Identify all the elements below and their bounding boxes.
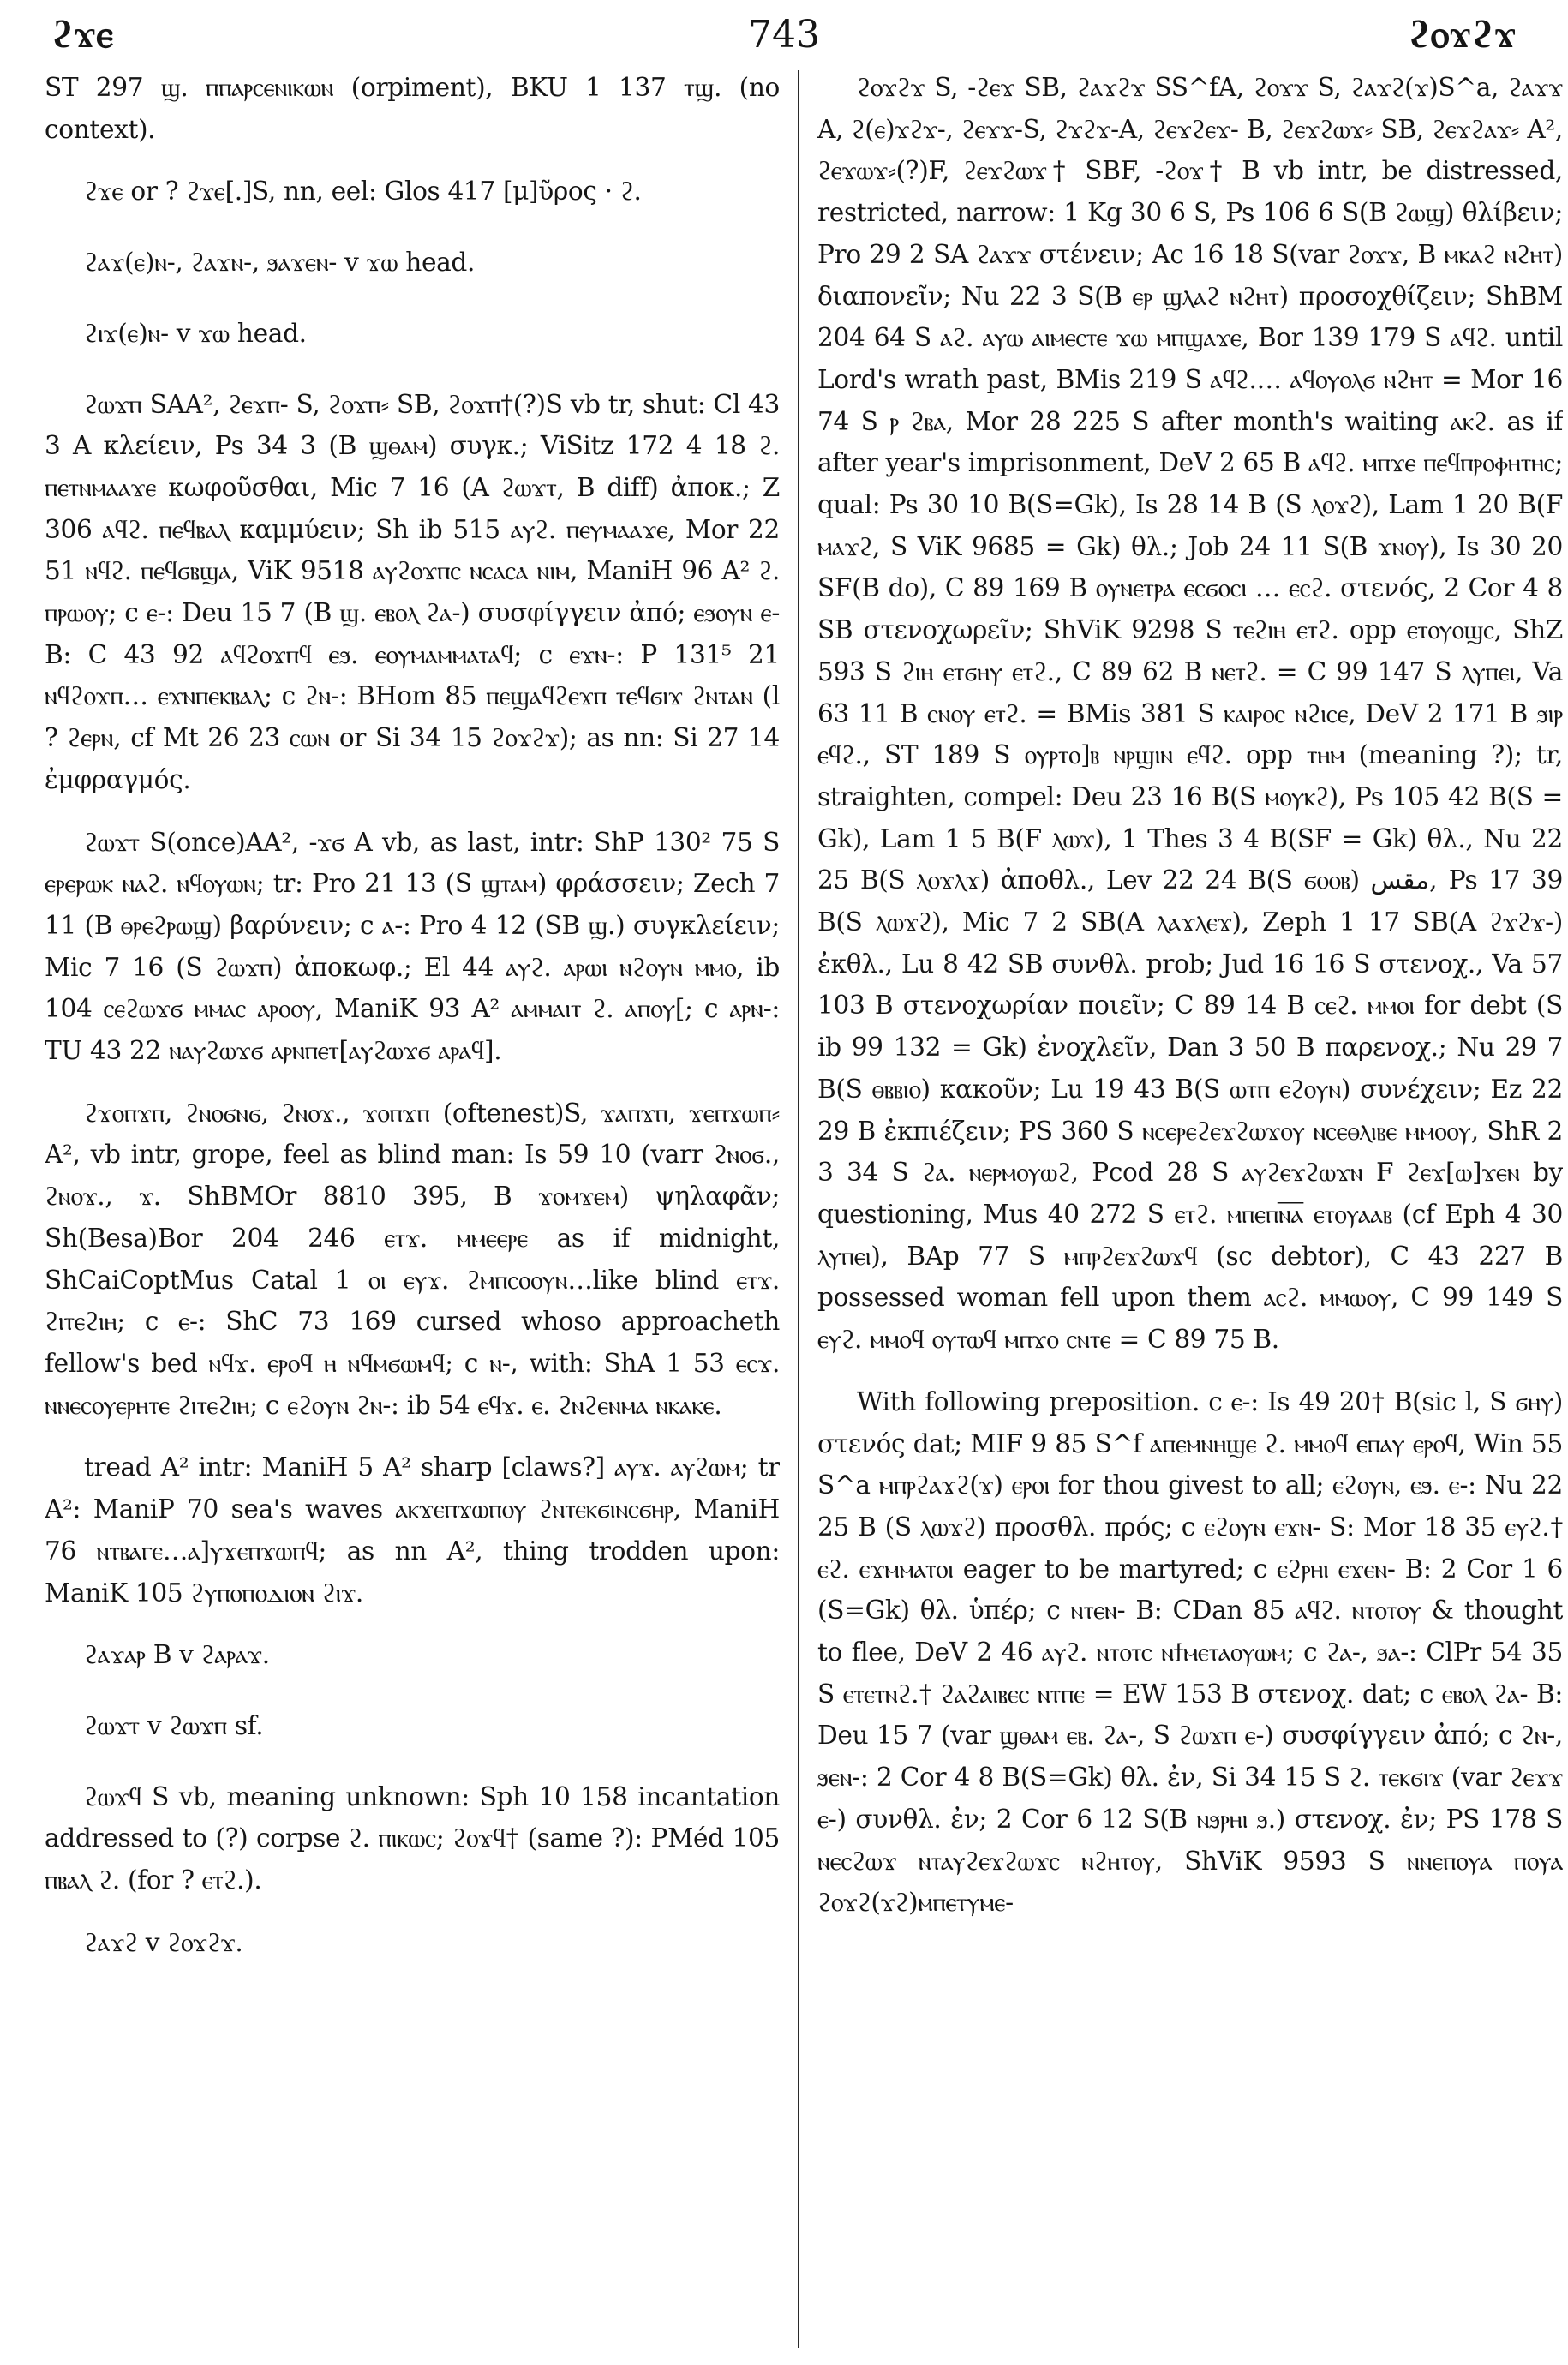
header-left-guide-word: ϩϫⲉ	[51, 13, 113, 57]
entry-with-preposition: With following preposition. c ⲉ-: Is 49 20† B(sic l, S ϭⲏⲩ) στενός dat; MIF 9 85 S^f ⲁⲡⲉⲙⲛⲏϣⲉ ϩ. ⲙⲙⲟϥ ⲉⲡⲁⲩ ⲉⲣⲟϥ, Win 55 S^a ⲙⲡⲣϩⲁϫϩ(ϫ) ⲉⲣⲟⲓ for thou givest to all; ⲉϩⲟⲩⲛ, ⲉϧ. ⲉ-: Nu 22 25 B (S ⲗⲱϫϩ) προσθλ. πρός; c ⲉϩⲟⲩⲛ ⲉϫⲛ- S: Mor 18 35 ⲉⲩϩ.† ⲉϩ. ⲉϫⲙⲙⲁⲧⲟⲓ eager to be martyred; c ⲉϩⲣⲏⲓ ⲉϫⲉⲛ- B: 2 Cor 1 6 (S=Gk) θλ. ὑπέρ; c ⲛⲧⲉⲛ- B: CDan 85 ⲁϥϩ. ⲛⲧⲟⲧⲟⲩ & thought to flee, DeV 2 46 ⲁⲩϩ. ⲛⲧⲟⲧⲥ ⲛϯⲙⲉⲧⲁⲟⲩⲱⲙ; c ϩⲁ-, ϧⲁ-: ClPr 54 35 S ⲉⲧⲉⲧⲛϩ.† ϩⲁϩⲁⲓⲃⲉⲥ ⲛⲧⲡⲉ = EW 153 B στενοχ. dat; c ⲉⲃⲟⲗ ϩⲁ- B: Deu 15 7 (var ϣⲑⲁⲙ ⲉⲃ. ϩⲁ-, S ϩⲱϫⲡ ⲉ-) συσφίγγειν ἀπό; c ϩⲛ-, ϧⲉⲛ-: 2 Cor 4 8 B(S=Gk) θλ. ἐν, Si 34 15 S ϩ. ⲧⲉⲕϭⲓϫ (var ϩⲉϫϫ ⲉ-) συνθλ. ἐν; 2 Cor 6 12 S(B ⲛϧⲣⲏⲓ ϧ.) στενοχ. ἐν; PS 178 S ⲛⲉⲥϩⲱϫ ⲛⲧⲁⲩϩⲉϫϩⲱϫⲥ ⲛϩⲏⲧⲟⲩ, ShViK 9593 S ⲛⲛⲉⲡⲟⲩⲁ ⲡⲟⲩⲁ ϩⲟϫϩ(ϫϩ)ⲙⲡⲉⲧⲩⲙⲉ-	[817, 1386, 1563, 1918]
right-column	[817, 67, 1563, 2348]
entry-hopjp: ϩϫⲟⲡϫⲡ, ϩⲛⲟϭⲛϭ, ϩⲛⲟϫ., ϫⲟⲡϫⲡ (oftenest)S, ϫⲁⲡϫⲡ, ϫⲉⲡϫⲱⲡ⸗ A², vb intr, grope, feel as blind man: Is 59 10 (varr ϩⲛⲟϭ., ϩⲛⲟϫ., ϫ. ShBMOr 8810 395, B ϫⲟⲙϫⲉⲙ) ψηλαφᾶν; Sh(Besa)Bor 204 246 ⲉⲧϫ. ⲙⲙⲉⲉⲣⲉ as if midnight, ShCaiCoptMus Catal 1 ⲟⲓ ⲉⲩϫ. ϩⲙⲡⲥⲟⲟⲩⲛ…like blind ⲉⲧϫ. ϩⲓⲧⲉϩⲓⲏ; c ⲉ-: ShC 73 169 cursed whoso approacheth fellow's bed ⲛϥϫ. ⲉⲣⲟϥ ⲏ ⲛϥⲙϭⲱⲙϥ; c ⲛ-, with: ShA 1 53 ⲉⲥϫ. ⲛⲛⲉⲥⲟⲩⲉⲣⲏⲧⲉ ϩⲓⲧⲉϩⲓⲏ; c ⲉϩⲟⲩⲛ ϩⲛ-: ib 54 ⲉϥϫ. ⲉ. ϩⲛϩⲉⲛⲙⲁ ⲛⲕⲁⲕⲉ.	[45, 1098, 780, 1420]
entry-hojt-crossref: ϩⲱϫⲧ v ϩⲱϫⲡ sf.	[84, 1710, 264, 1740]
entry-hije: ϩⲓϫ(ⲉ)ⲛ- v ϫⲱ head.	[84, 318, 307, 348]
column-divider	[798, 70, 799, 2348]
running-header	[51, 5, 1517, 65]
header-right-guide-word: ϩⲟϫϩϫ	[1408, 13, 1517, 57]
entry-hajh: ϩⲁϫϩ v ϩⲟϫϩϫ.	[84, 1927, 243, 1957]
entry-hojf: ϩⲱϫϥ S vb, meaning unknown: Sph 10 158 incantation addressed to (?) corpse ϩ. ⲡⲓⲕⲱⲥ; ϩⲟϫϥ† (same ?): PMéd 105 ⲡⲃⲁⲗ ϩ. (for ? ⲉⲧϩ.).	[45, 1781, 780, 1895]
entry-tread-subsense: tread A² intr: ManiH 5 A² sharp [claws?] ⲁⲩϫ. ⲁⲩϩⲱⲙ; tr A²: ManiP 70 sea's waves ⲁⲕϫⲉⲡϫⲱⲡⲟⲩ ϩⲛⲧⲉⲕϭⲓⲛⲥϭⲏⲣ, ManiH 76 ⲛⲧⲃⲁⲅⲉ…ⲁ]ⲩϫⲉⲡϫⲱⲡϥ; as nn A², thing trodden upon: ManiK 105 ϩⲩⲡⲟⲡⲟⲇⲓⲟⲛ ϩⲓϫ.	[45, 1452, 780, 1608]
entry-hojp: ϩⲱϫⲡ SAA², ϩⲉϫⲡ- S, ϩⲟϫⲡ⸗ SB, ϩⲟϫⲡ†(?)S vb tr, shut: Cl 43 3 A κλείειν, Ps 34 3 (B ϣⲑⲁⲙ) συγκ.; ViSitz 172 4 18 ϩ. ⲡⲉⲧⲛⲙⲁⲁϫⲉ κωφοῦσθαι, Mic 7 16 (A ϩⲱϫⲧ, B diff) ἀποκ.; Z 306 ⲁϥϩ. ⲡⲉϥⲃⲁⲗ καμμύειν; Sh ib 515 ⲁⲩϩ. ⲡⲉⲩⲙⲁⲁϫⲉ, Mor 22 51 ⲛϥϩ. ⲡⲉϥϭⲃϣⲁ, ViK 9518 ⲁⲩϩⲟϫⲡⲥ ⲛⲥⲁⲥⲁ ⲛⲓⲙ, ManiH 96 A² ϩ. ⲡⲣⲱⲟⲩ; c ⲉ-: Deu 15 7 (B ϣ. ⲉⲃⲟⲗ ϩⲁ-) συσφίγγειν ἀπό; ⲉϧⲟⲩⲛ ⲉ- B: C 43 92 ⲁϥϩⲟϫⲡϥ ⲉϧ. ⲉⲟⲩⲙⲁⲙⲙⲁⲧⲁϥ; c ⲉϫⲛ-: P 131⁵ 21 ⲛϥϩⲟϫⲡ… ⲉϫⲛⲡⲉⲕⲃⲁⲗ; c ϩⲛ-: BHom 85 ⲡⲉϣⲁϥϩⲉϫⲡ ⲧⲉϥϭⲓϫ ϩⲛⲧⲁⲛ (l ? ϩⲉⲣⲛ, cf Mt 26 23 ⲥⲱⲛ or Si 34 15 ϩⲟϫϩϫ); as nn: Si 27 14 ἐμφραγμός.	[45, 389, 780, 794]
page-number: 743	[748, 13, 820, 57]
entry-hajar: ϩⲁϫⲁⲣ B v ϩⲁⲣⲁϫ.	[84, 1640, 270, 1670]
entry-hojhj: ϩⲟϫϩϫ S, -ϩⲉϫ SB, ϩⲁϫϩϫ SS^fA, ϩⲟϫϫ S, ϩⲁϫϩ(ϫ)S^a, ϩⲁϫϫ A, ϩ(ⲉ)ϫϩϫ-, ϩⲉϫϫ-S, ϩϫϩϫ-A, ϩⲉϫϩⲉϫ- B, ϩⲉϫϩⲱϫ⸗ SB, ϩⲉϫϩⲁϫ⸗ A², ϩⲉϫⲱϫ⸗(?)F, ϩⲉϫϩⲱϫ† SBF, -ϩⲟϫ† B vb intr, be distressed, restricted, narrow: 1 Kg 30 6 S, Ps 106 6 S(B ϩⲱϣ) θλίβειν; Pro 29 2 SA ϩⲁϫϫ στένειν; Ac 16 18 S(var ϩⲟϫϫ, B ⲙⲕⲁϩ ⲛϩⲏⲧ) διαπονεῖν; Nu 22 3 S(B ⲉⲣ ϣⲗⲁϩ ⲛϩⲏⲧ) προσοχθίζειν; ShBM 204 64 S ⲁϩ. ⲁⲩⲱ ⲁⲓⲙⲉⲥⲧⲉ ϫⲱ ⲙⲡϣⲁϫⲉ, Bor 139 179 S ⲁϥϩ. until Lord's wrath past, BMis 219 S ⲁϥϩ.… ⲁϥⲟⲩⲟⲗϭ ⲛϩⲏⲧ = Mor 16 74 S ⲣ ϩⲃⲁ, Mor 28 225 S after month's waiting ⲁⲕϩ. as if after year's imprisonment, DeV 2 65 B ⲁϥϩ. ⲙⲡϫⲉ ⲡⲉϥⲡⲣⲟⲫⲏⲧⲏⲥ; qual: Ps 30 10 B(S=Gk), Is 28 14 B (S ⲗⲟϫϩ), Lam 1 20 B(F ⲙⲁϫϩ, S ViK 9685 = Gk) θλ.; Job 24 11 S(B ϫⲛⲟⲩ), Is 30 20 SF(B do), C 89 169 B ⲟⲩⲛⲉⲧⲣⲁ ⲉⲥϭⲟⲥⲓ … ⲉⲥϩ. στενός, 2 Cor 4 8 SB στενοχωρεῖν; ShViK 9298 S ⲧⲉϩⲓⲏ ⲉⲧϩ. opp ⲉⲧⲟⲩⲟϣⲥ, ShZ 593 S ϩⲓⲏ ⲉⲧϭⲏⲩ ⲉⲧϩ., C 89 62 B ⲛⲉⲧϩ. = C 99 147 S ⲗⲩⲡⲉⲓ, Va 63 11 B ⲥⲛⲟⲩ ⲉⲧϩ. = BMis 381 S ⲕⲁⲓⲣⲟⲥ ⲛϩⲓⲥⲉ, DeV 2 171 B ϧⲓⲣ ⲉϥϩ., ST 189 S ⲟⲩⲣⲧⲟ]ⲃ ⲛⲣϣⲓⲛ ⲉϥϩ. opp ⲧⲏⲙ (meaning ?); tr, straighten, compel: Deu 23 16 B(S ⲙⲟⲩⲕϩ), Ps 105 42 B(S = Gk), Lam 1 5 B(F ⲗⲱϫ), 1 Thes 3 4 B(SF = Gk) θλ., Nu 22 25 B(S ⲗⲟϫⲗϫ) ἀποθλ., Lev 22 24 B(S ϭⲟⲟⲃ) مقس, Ps 17 39 B(S ⲗⲱϫϩ), Mic 7 2 SB(A ⲗⲁϫⲗⲉϫ), Zeph 1 17 SB(A ϩϫϩϫ-) ἐκθλ., Lu 8 42 SB συνθλ. prob; Jud 16 16 S στενοχ., Va 57 103 B στενοχωρίαν ποιεῖν; C 89 14 B ⲥⲉϩ. ⲙⲙⲟⲓ for debt (S ib 99 132 = Gk) ἐνοχλεῖν, Dan 3 50 B παρενοχ.; Nu 29 7 B(S ⲑⲃⲃⲓⲟ) κακοῦν; Lu 19 43 B(S ⲱⲧⲡ ⲉϩⲟⲩⲛ) συνέχειν; Ez 22 29 B ἐκπιέζειν; PS 360 S ⲛⲥⲉⲣⲉϩⲉϫϩⲱϫⲟⲩ ⲛⲥⲉⲑⲗⲓⲃⲉ ⲙⲙⲟⲟⲩ, ShR 2 3 34 S ϩⲁ. ⲛⲉⲣⲙⲟⲩⲱϩ, Pcod 28 S ⲁⲩϩⲉϫϩⲱϫⲛ F ϩⲉϫ[ⲱ]ϫⲉⲛ by questioning, Mus 40 272 S ⲉⲧϩ. ⲙⲡⲉⲡⲛ̅ⲁ̅ ⲉⲧⲟⲩⲁⲁⲃ (cf Eph 4 30 ⲗⲩⲡⲉⲓ), BAp 77 S ⲙⲡⲣϩⲉϫϩⲱϫϥ (sc debtor), C 43 227 B possessed woman fell upon them ⲁⲥϩ. ⲙⲙⲱⲟⲩ, C 99 149 S ⲉⲩϩ. ⲙⲙⲟϥ ⲟⲩⲧⲱϥ ⲙⲡϫⲟ ⲥⲛⲧⲉ = C 89 75 B.	[817, 73, 1563, 1355]
entry-haje: ϩⲁϫ(ⲉ)ⲛ-, ϩⲁϫⲛ-, ϧⲁϫⲉⲛ- v ϫⲱ head.	[84, 248, 476, 278]
entry-continuation-st297: ST 297 ϣ. ⲡⲡⲁⲣⲥⲉⲛⲓⲕⲱⲛ (orpiment), BKU 1 137 ⲧϣ. (no context).	[45, 73, 780, 144]
entry-hojt: ϩⲱϫⲧ S(once)AA², -ϫϭ A vb, as last, intr: ShP 130² 75 S ⲉⲣⲉⲣⲱⲕ ⲛⲁϩ. ⲛϥⲟⲩⲱⲛ; tr: Pro 21 13 (S ϣⲧⲁⲙ) φράσσειν; Zech 7 11 (B ⲑⲣⲉϩⲣⲱϣ) βαρύνειν; c ⲁ-: Pro 4 12 (SB ϣ.) συγκλείειν; Mic 7 16 (S ϩⲱϫⲡ) ἀποκωφ.; El 44 ⲁⲩϩ. ⲁⲣⲱⲓ ⲛϩⲟⲩⲛ ⲙⲙⲟ, ib 104 ⲥⲉϩⲱϫϭ ⲙⲙⲁⲥ ⲁⲣⲟⲟⲩ, ManiK 93 A² ⲁⲙⲙⲁⲓⲧ ϩ. ⲁⲡⲟⲩ[; c ⲁⲣⲛ-: TU 43 22 ⲛⲁⲩϩⲱϫϭ ⲁⲣⲛⲡⲉⲧ[ⲁⲩϩⲱϫϭ ⲁⲣⲁϥ].	[45, 827, 780, 1066]
entry-hje: ϩϫⲉ or ? ϩϫⲉ[.]S, nn, eel: Glos 417 [μ]ῦρος · ϩ.	[84, 177, 642, 207]
left-column	[45, 67, 780, 2348]
